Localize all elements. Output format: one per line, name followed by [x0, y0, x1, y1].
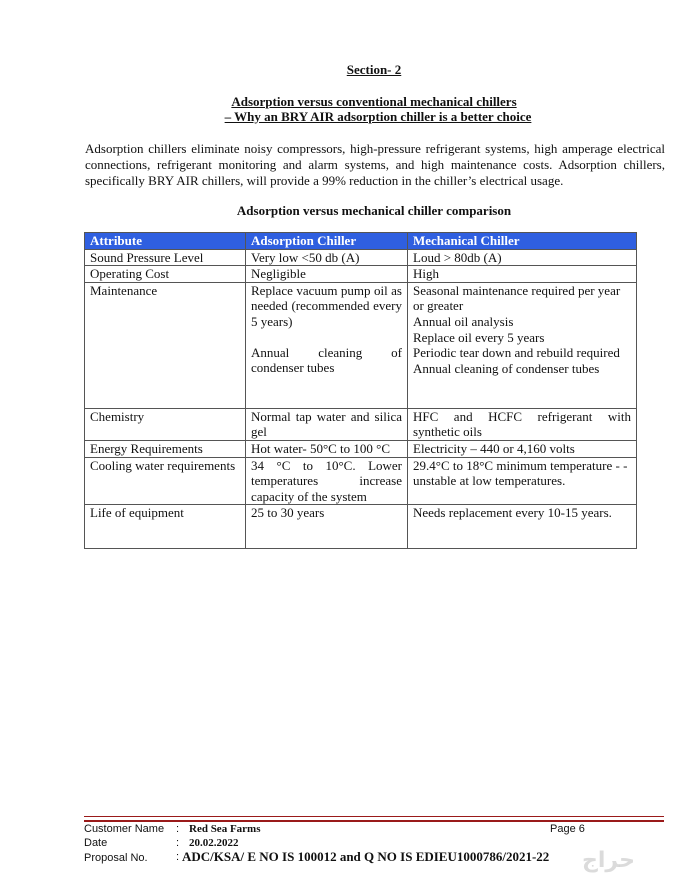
colon: : [176, 851, 180, 863]
cell-mechanical [408, 282, 637, 408]
table-title: Adsorption versus mechanical chiller comparison [236, 203, 512, 218]
comparison-table [84, 232, 637, 549]
maintenance-mech-item: Replace oil every 5 years [413, 329, 545, 345]
cell-mechanical: Needs replacement every 10-15 years. [408, 505, 637, 549]
cell-attribute: Maintenance [85, 282, 246, 408]
cell-attribute: Operating Cost [85, 266, 246, 283]
table-row [85, 408, 637, 440]
proposal-value: ADC/KSA/ E NO IS 100012 and Q NO IS EDIEU1000786/2021-22 [182, 849, 550, 864]
footer-divider [84, 816, 664, 817]
maintenance-ads-item: Annual cleaning of condenser tubes [251, 344, 402, 376]
cell-mechanical: Electricity – 440 or 4,160 volts [408, 440, 637, 457]
maintenance-ads-item: Replace vacuum pump oil as needed (recommended every 5 years) [251, 282, 402, 329]
date-label: Date [84, 837, 108, 849]
table-header-row [85, 233, 637, 250]
cell-attribute: Life of equipment [85, 505, 246, 549]
table-row [85, 282, 637, 408]
section-title: Section- 2 [346, 62, 402, 77]
colon: : [176, 837, 180, 849]
table-row [85, 457, 637, 505]
maintenance-mech-item: Periodic tear down and rebuild required [413, 345, 620, 361]
cell-adsorption [246, 282, 408, 408]
header-mechanical: Mechanical Chiller [408, 233, 637, 250]
date-value: 20.02.2022 [189, 837, 239, 849]
heading-line-1: Adsorption versus conventional mechanical chillers [231, 94, 517, 109]
watermark: حراج [582, 848, 635, 873]
cell-adsorption: 34 °C to 10°C. Lower temperatures increase capacity of the system [246, 457, 408, 505]
cell-mechanical: 29.4°C to 18°C minimum temperature - - unstable at low temperatures. [408, 457, 637, 505]
cell-attribute: Cooling water requirements [85, 457, 246, 505]
cell-attribute: Energy Requirements [85, 440, 246, 457]
cell-mechanical: HFC and HCFC refrigerant with synthetic oils [408, 408, 637, 440]
proposal-label: Proposal No. [84, 852, 148, 864]
maintenance-mech-item: Annual cleaning of condenser tubes [413, 360, 600, 376]
table-row [85, 266, 637, 283]
table-row [85, 505, 637, 549]
footer-divider [84, 820, 664, 822]
table-row [85, 440, 637, 457]
table-row [85, 249, 637, 266]
page-number: Page 6 [550, 823, 585, 835]
cell-adsorption: Hot water- 50°C to 100 °C [246, 440, 408, 457]
heading-line-2: – Why an BRY AIR adsorption chiller is a better choice [224, 109, 532, 124]
cell-adsorption: Normal tap water and silica gel [246, 408, 408, 440]
cell-mechanical: High [408, 266, 637, 283]
cell-mechanical: Loud > 80db (A) [408, 249, 637, 266]
header-attribute: Attribute [85, 233, 246, 250]
cell-adsorption: Negligible [246, 266, 408, 283]
maintenance-mech-item: Annual oil analysis [413, 313, 514, 329]
cell-attribute: Sound Pressure Level [85, 249, 246, 266]
cell-attribute: Chemistry [85, 408, 246, 440]
customer-value: Red Sea Farms [189, 823, 261, 835]
cell-adsorption: Very low <50 db (A) [246, 249, 408, 266]
intro-paragraph: Adsorption chillers eliminate noisy compressors, high-pressure refrigerant systems, high amperage electrical connections, refrigerant monitoring and alarm systems, and high maintenance costs. Adsorption chillers, specifically BRY AIR chillers, will provide a 99% reduction in the chiller’s electrical usage. [85, 141, 665, 188]
customer-label: Customer Name [84, 823, 165, 835]
header-adsorption: Adsorption Chiller [246, 233, 408, 250]
cell-adsorption: 25 to 30 years [246, 505, 408, 549]
maintenance-mech-item: Seasonal maintenance required per year or greater [413, 282, 621, 314]
colon: : [176, 823, 180, 835]
